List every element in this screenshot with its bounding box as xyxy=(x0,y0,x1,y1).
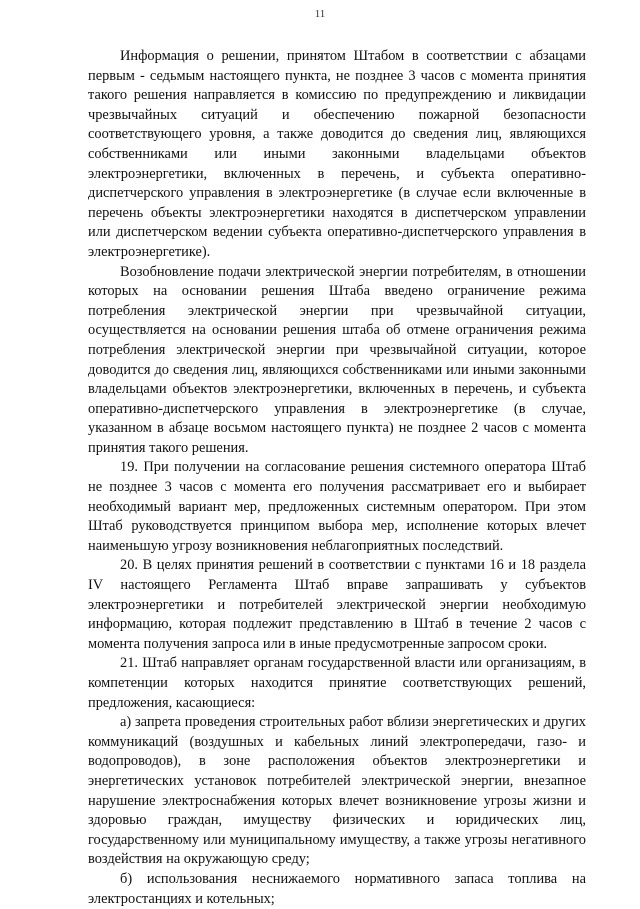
paragraph-item-19: 19. При получении на согласование решения системного оператора Штаб не позднее 3 часов с момента его получения рассматривает его и выбирает необходимый вариант мер, предложенных системным оператором. При этом Штаб руководствуется принципом выбора мер, исполнение которых влечет наименьшую угрозу возникновения неблагоприятных последствий. xyxy=(88,459,586,554)
document-body xyxy=(88,47,586,909)
page-number: 11 xyxy=(314,8,326,20)
paragraph-resumption-of-supply: Возобновление подачи электрической энергии потребителям, в отношении которых на основании решения Штаба введено ограничение режима потребления электрической энергии при чрезвычайной ситуации, осуществляется на основании решения штаба об отмене ограничения режима потребления электрической энергии при чрезвычайной ситуации, которое доводится до сведения лиц, являющихся собственниками или иными законными владельцами объектов электроэнергетики, включенных в перечень, и субъекта оперативно-диспетчерского управления в электроэнергетике (в случае, указанном в абзаце восьмом настоящего пункта) не позднее 2 часов с момента принятия такого решения. xyxy=(88,263,586,456)
paragraph-info-on-decision: Информация о решении, принятом Штабом в соответствии с абзацами первым - седьмым настоящего пункта, не позднее 3 часов с момента принятия такого решения направляется в комиссию по предупреждению и ликвидации чрезвычайных ситуаций и обеспечению пожарной безопасности соответствующего уровня, а также доводится до сведения лиц, являющихся собственниками или иными законными владельцами объектов электроэнергетики, включенных в перечень, и субъекта оперативно-диспетчерского управления в электроэнергетике (в случае если включенные в перечень объекты электроэнергетики находятся в диспетчерском управлении или диспетчерском ведении субъекта оперативно-диспетчерского управления в электроэнергетике). xyxy=(88,48,586,260)
paragraph-subitem-a: а) запрета проведения строительных работ вблизи энергетических и других коммуникаций (воздушных и кабельных линий электропередачи, газо- и водопроводов), в зоне расположения объектов электроэнергетики и энергетических установок потребителей электрической энергии, внезапное нарушение электроснабжения которых влечет возникновение угрозы жизни и здоровью граждан, имуществу физических и юридических лиц, государственному или муниципальному имуществу, а также угрозы негативного воздействия на окружающую среду; xyxy=(88,714,586,868)
paragraph-item-20: 20. В целях принятия решений в соответствии с пунктами 16 и 18 раздела IV настоящего Регламента Штаб вправе запрашивать у субъектов электроэнергетики и потребителей электрической энергии необходимую информацию, которая подлежит представлению в Штаб в течение 2 часов с момента получения запроса или в иные предусмотренные запросом сроки. xyxy=(88,557,586,652)
paragraph-subitem-b: б) использования неснижаемого нормативного запаса топлива на электростанциях и котельных; xyxy=(88,870,586,907)
paragraph-item-21: 21. Штаб направляет органам государственной власти или организациям, в компетенции которых находится принятие соответствующих решений, предложения, касающиеся: xyxy=(88,655,586,711)
